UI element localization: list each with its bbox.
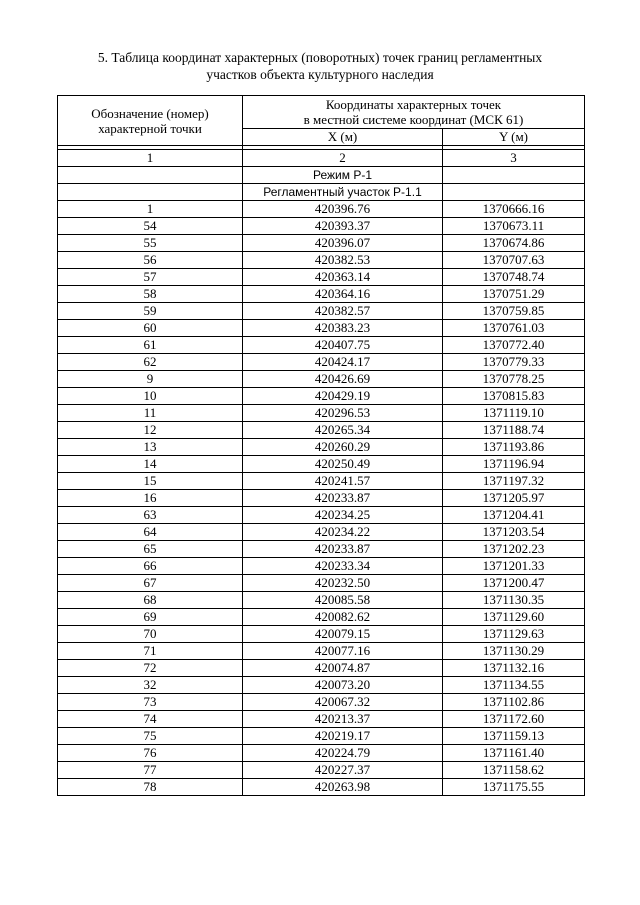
table-row <box>58 507 585 524</box>
table-row <box>58 422 585 439</box>
y-coordinate-cell: 1371134.55 <box>443 677 585 694</box>
y-coordinate-cell: 1371158.62 <box>443 762 585 779</box>
x-coordinate-cell: 420241.57 <box>243 473 443 490</box>
point-number-cell: 12 <box>58 422 243 439</box>
table-row <box>58 303 585 320</box>
table-row <box>58 354 585 371</box>
coords-header-line-1: Координаты характерных точек <box>325 97 502 112</box>
y-coordinate-cell: 1371201.33 <box>443 558 585 575</box>
y-coordinate-cell: 1371161.40 <box>443 745 585 762</box>
table-row <box>58 456 585 473</box>
y-coordinate-cell: 1371119.10 <box>443 405 585 422</box>
x-coordinate-cell: 420233.34 <box>243 558 443 575</box>
y-coordinate-cell: 1371205.97 <box>443 490 585 507</box>
x-column-header: X (м) <box>243 129 443 146</box>
table-row <box>58 609 585 626</box>
point-number-cell: 59 <box>58 303 243 320</box>
x-coordinate-cell: 420224.79 <box>243 745 443 762</box>
x-coordinate-cell: 420233.87 <box>243 541 443 558</box>
y-column-header: Y (м) <box>443 129 585 146</box>
table-row <box>58 541 585 558</box>
point-number-cell: 55 <box>58 235 243 252</box>
coordinates-table <box>57 95 585 796</box>
regime-label: Режим Р-1 <box>243 167 443 184</box>
table-row <box>58 592 585 609</box>
y-coordinate-cell: 1371204.41 <box>443 507 585 524</box>
y-coordinate-cell: 1371172.60 <box>443 711 585 728</box>
regime-row <box>58 167 585 184</box>
x-coordinate-cell: 420260.29 <box>243 439 443 456</box>
table-row <box>58 201 585 218</box>
x-coordinate-cell: 420263.98 <box>243 779 443 796</box>
table-row <box>58 643 585 660</box>
x-coordinate-cell: 420079.15 <box>243 626 443 643</box>
x-coordinate-cell: 420219.17 <box>243 728 443 745</box>
point-number-cell: 64 <box>58 524 243 541</box>
point-number-cell: 65 <box>58 541 243 558</box>
point-number-cell: 78 <box>58 779 243 796</box>
point-number-cell: 75 <box>58 728 243 745</box>
y-coordinate-cell: 1370772.40 <box>443 337 585 354</box>
x-coordinate-cell: 420213.37 <box>243 711 443 728</box>
point-number-cell: 54 <box>58 218 243 235</box>
x-coordinate-cell: 420424.17 <box>243 354 443 371</box>
x-coordinate-cell: 420393.37 <box>243 218 443 235</box>
x-coordinate-cell: 420265.34 <box>243 422 443 439</box>
x-coordinate-cell: 420363.14 <box>243 269 443 286</box>
point-number-cell: 66 <box>58 558 243 575</box>
x-coordinate-cell: 420234.25 <box>243 507 443 524</box>
point-number-cell: 56 <box>58 252 243 269</box>
title-line-1: 5. Таблица координат характерных (поворотных) точек границ регламентных <box>97 50 543 65</box>
point-number-cell: 72 <box>58 660 243 677</box>
x-coordinate-cell: 420074.87 <box>243 660 443 677</box>
y-coordinate-cell: 1371129.60 <box>443 609 585 626</box>
y-coordinate-cell: 1371102.86 <box>443 694 585 711</box>
y-coordinate-cell: 1370751.29 <box>443 286 585 303</box>
point-number-cell: 9 <box>58 371 243 388</box>
point-number-cell: 10 <box>58 388 243 405</box>
table-row <box>58 235 585 252</box>
y-coordinate-cell: 1371193.86 <box>443 439 585 456</box>
point-number-cell: 71 <box>58 643 243 660</box>
y-coordinate-cell: 1371200.47 <box>443 575 585 592</box>
table-row <box>58 711 585 728</box>
x-coordinate-cell: 420233.87 <box>243 490 443 507</box>
y-coordinate-cell: 1371197.32 <box>443 473 585 490</box>
y-coordinate-cell: 1370707.63 <box>443 252 585 269</box>
table-row <box>58 779 585 796</box>
y-coordinate-cell: 1371130.35 <box>443 592 585 609</box>
x-coordinate-cell: 420396.07 <box>243 235 443 252</box>
table-row <box>58 745 585 762</box>
point-number-cell: 11 <box>58 405 243 422</box>
table-row <box>58 269 585 286</box>
point-number-cell: 68 <box>58 592 243 609</box>
point-number-cell: 61 <box>58 337 243 354</box>
table-row <box>58 439 585 456</box>
table-row <box>58 728 585 745</box>
coords-header-line-2: в местной системе координат (МСК 61) <box>303 112 524 127</box>
point-number-cell: 1 <box>58 201 243 218</box>
y-coordinate-cell: 1370815.83 <box>443 388 585 405</box>
point-number-cell: 63 <box>58 507 243 524</box>
x-coordinate-cell: 420426.69 <box>243 371 443 388</box>
x-coordinate-cell: 420396.76 <box>243 201 443 218</box>
table-row <box>58 490 585 507</box>
area-empty-cell <box>443 184 585 201</box>
column-number-1: 1 <box>58 150 243 167</box>
table-row <box>58 320 585 337</box>
y-coordinate-cell: 1371129.63 <box>443 626 585 643</box>
header-row-1 <box>58 96 585 129</box>
x-coordinate-cell: 420382.53 <box>243 252 443 269</box>
y-coordinate-cell: 1371159.13 <box>443 728 585 745</box>
point-header-line-1: Обозначение (номер) <box>91 105 209 121</box>
point-number-cell: 62 <box>58 354 243 371</box>
y-coordinate-cell: 1371203.54 <box>443 524 585 541</box>
point-number-cell: 69 <box>58 609 243 626</box>
table-row <box>58 388 585 405</box>
x-coordinate-cell: 420296.53 <box>243 405 443 422</box>
x-coordinate-cell: 420085.58 <box>243 592 443 609</box>
y-coordinate-cell: 1370673.11 <box>443 218 585 235</box>
point-number-cell: 32 <box>58 677 243 694</box>
point-number-cell: 58 <box>58 286 243 303</box>
x-coordinate-cell: 420383.23 <box>243 320 443 337</box>
x-coordinate-cell: 420077.16 <box>243 643 443 660</box>
point-number-cell: 16 <box>58 490 243 507</box>
table-row <box>58 252 585 269</box>
y-coordinate-cell: 1370761.03 <box>443 320 585 337</box>
title-line-2: участков объекта культурного наследия <box>206 67 434 82</box>
document-title <box>40 49 600 83</box>
y-coordinate-cell: 1371188.74 <box>443 422 585 439</box>
point-number-cell: 73 <box>58 694 243 711</box>
x-coordinate-cell: 420227.37 <box>243 762 443 779</box>
y-coordinate-cell: 1370674.86 <box>443 235 585 252</box>
x-coordinate-cell: 420407.75 <box>243 337 443 354</box>
area-row <box>58 184 585 201</box>
table-row <box>58 473 585 490</box>
column-number-3: 3 <box>443 150 585 167</box>
point-number-cell: 67 <box>58 575 243 592</box>
point-header-line-2: характерной точки <box>98 120 202 136</box>
table-row <box>58 337 585 354</box>
x-coordinate-cell: 420250.49 <box>243 456 443 473</box>
x-coordinate-cell: 420067.32 <box>243 694 443 711</box>
column-number-row <box>58 150 585 167</box>
y-coordinate-cell: 1371202.23 <box>443 541 585 558</box>
table-row <box>58 626 585 643</box>
area-empty-cell <box>58 184 243 201</box>
y-coordinate-cell: 1371130.29 <box>443 643 585 660</box>
table-row <box>58 575 585 592</box>
table-row <box>58 286 585 303</box>
y-coordinate-cell: 1370778.25 <box>443 371 585 388</box>
table-row <box>58 405 585 422</box>
point-number-cell: 70 <box>58 626 243 643</box>
point-number-cell: 74 <box>58 711 243 728</box>
regime-empty-cell <box>58 167 243 184</box>
point-number-cell: 77 <box>58 762 243 779</box>
x-coordinate-cell: 420382.57 <box>243 303 443 320</box>
point-number-cell: 15 <box>58 473 243 490</box>
column-number-2: 2 <box>243 150 443 167</box>
table-row <box>58 371 585 388</box>
x-coordinate-cell: 420234.22 <box>243 524 443 541</box>
x-coordinate-cell: 420364.16 <box>243 286 443 303</box>
y-coordinate-cell: 1371132.16 <box>443 660 585 677</box>
table-row <box>58 524 585 541</box>
x-coordinate-cell: 420073.20 <box>243 677 443 694</box>
y-coordinate-cell: 1370748.74 <box>443 269 585 286</box>
table-row <box>58 218 585 235</box>
table-row <box>58 660 585 677</box>
point-number-cell: 57 <box>58 269 243 286</box>
y-coordinate-cell: 1371196.94 <box>443 456 585 473</box>
table-row <box>58 694 585 711</box>
y-coordinate-cell: 1371175.55 <box>443 779 585 796</box>
y-coordinate-cell: 1370666.16 <box>443 201 585 218</box>
regime-empty-cell <box>443 167 585 184</box>
area-label: Регламентный участок Р-1.1 <box>243 184 443 201</box>
x-coordinate-cell: 420082.62 <box>243 609 443 626</box>
coordinates-header <box>243 96 585 129</box>
point-number-cell: 60 <box>58 320 243 337</box>
y-coordinate-cell: 1370759.85 <box>443 303 585 320</box>
table-row <box>58 677 585 694</box>
y-coordinate-cell: 1370779.33 <box>443 354 585 371</box>
table-row <box>58 762 585 779</box>
point-number-cell: 76 <box>58 745 243 762</box>
table-row <box>58 558 585 575</box>
x-coordinate-cell: 420232.50 <box>243 575 443 592</box>
x-coordinate-cell: 420429.19 <box>243 388 443 405</box>
point-number-header <box>58 96 243 146</box>
point-number-cell: 13 <box>58 439 243 456</box>
point-number-cell: 14 <box>58 456 243 473</box>
